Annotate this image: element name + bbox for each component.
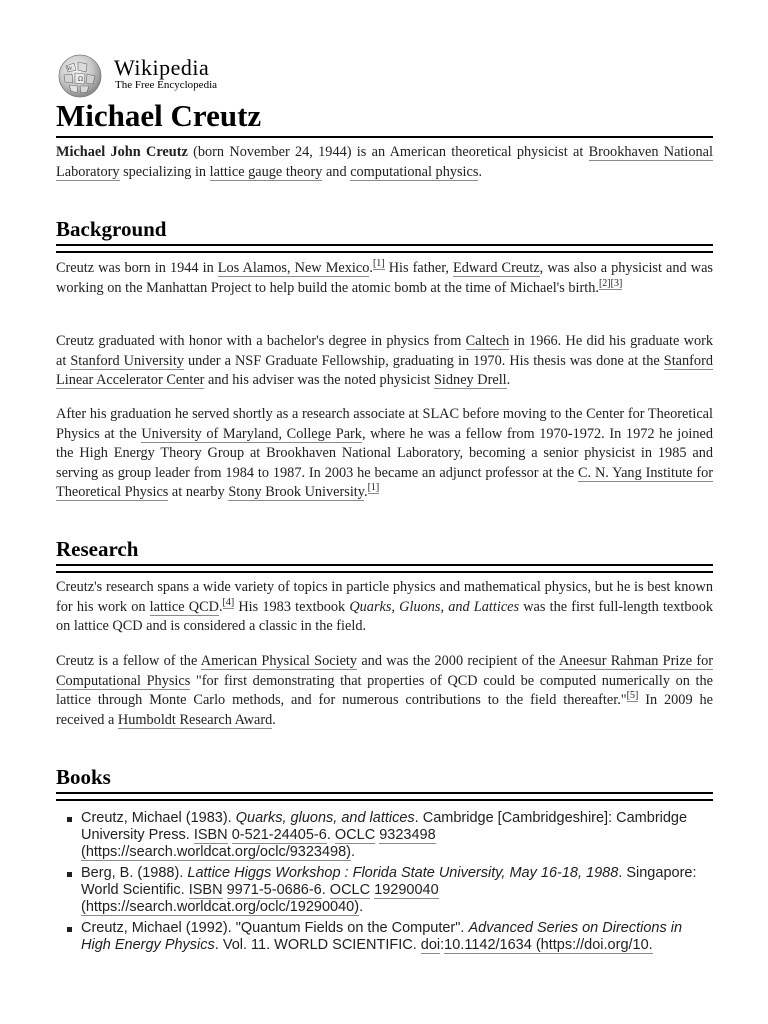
- link-oclc-number[interactable]: 19290040 (https://search.worldcat.org/oclc/19290040): [81, 882, 439, 915]
- title-divider: [56, 136, 713, 138]
- link-cn-yang-institute[interactable]: C. N. Yang Institute for Theoretical Physics: [56, 464, 713, 500]
- heading-divider: [56, 564, 713, 573]
- list-item: Creutz, Michael (1992). "Quantum Fields on the Computer". Advanced Series on Directions in High Energy Physics. Vol. 11. WORLD SCIENTIFIC. doi:10.1142/1634 (https://doi.org/10.: [56, 920, 713, 954]
- link-oclc[interactable]: OCLC: [329, 882, 371, 898]
- subject-name: Michael John Creutz: [56, 144, 188, 160]
- wikipedia-logo[interactable]: [56, 54, 256, 98]
- link-lattice-gauge-theory[interactable]: lattice gauge theory: [209, 163, 323, 180]
- citation-2[interactable]: [2]: [598, 277, 611, 289]
- series-title: Advanced Series on Directions in High Energy Physics: [81, 920, 683, 953]
- link-slac[interactable]: Stanford Linear Accelerator Center: [56, 352, 713, 388]
- logo-wordmark: Wikipedia: [114, 55, 210, 80]
- link-american-physical-society[interactable]: American Physical Society: [200, 653, 358, 669]
- heading-divider: [56, 792, 713, 801]
- list-item: Berg, B. (1988). Lattice Higgs Workshop : Florida State University, May 16-18, 1988. Singapore: World Scientific. ISBN 9971-5-0686-6. OCLC 19290040 (https://search.worldcat.org/oclc/19290040).: [56, 865, 713, 916]
- book-title: Lattice Higgs Workshop : Florida State University, May 16-18, 1988: [187, 865, 619, 881]
- research-paragraph-1: Creutz's research spans a wide variety of topics in particle physics and mathematical physics, but he is best known for his work on lattice QCD.[4] His 1983 textbook Quarks, Gluons, and Lattices was the first full-length textbook on lattice QCD and is considered a classic in the field.: [56, 579, 713, 634]
- heading-divider: [56, 244, 713, 253]
- background-paragraph-1: Creutz was born in 1944 in Los Alamos, New Mexico.[1] His father, Edward Creutz, was also a physicist and was working on the Manhattan Project to help build the atomic bomb at the time of Michael's birth.[2][3]: [56, 258, 713, 296]
- link-sidney-drell[interactable]: Sidney Drell: [433, 372, 507, 388]
- link-computational-physics[interactable]: computational physics: [350, 163, 479, 180]
- citation-3[interactable]: [3]: [610, 277, 623, 289]
- citation-1[interactable]: [1]: [372, 258, 385, 269]
- intro-paragraph: Michael John Creutz (born November 24, 1944) is an American theoretical physicist at Brookhaven National Laboratory specializing in lattice gauge theory and computational physics.: [56, 144, 713, 180]
- link-isbn-number[interactable]: 9971-5-0686-6: [226, 882, 322, 898]
- link-doi-number[interactable]: 10.1142/1634 (https://doi.org/10.: [444, 937, 653, 953]
- link-isbn[interactable]: ISBN: [193, 827, 228, 843]
- heading-books: Books: [56, 765, 111, 789]
- link-edward-creutz[interactable]: Edward Creutz: [453, 260, 540, 276]
- textbook-title: Quarks, Gluons, and Lattices: [349, 598, 520, 615]
- bullet: [67, 817, 72, 822]
- background-paragraph-2: Creutz graduated with honor with a bachelor's degree in physics from Caltech in 1966. He did his graduate work at Stanford University under a NSF Graduate Fellowship, graduating in 1970. His thesis was done at the Stanford Linear Accelerator Center and his adviser was the noted physicist Sidney Drell.: [56, 333, 713, 388]
- bullet: [67, 927, 72, 932]
- citation-5[interactable]: [5]: [626, 690, 639, 701]
- link-oclc-number[interactable]: 9323498 (https://search.worldcat.org/oclc/9323498): [81, 827, 436, 860]
- link-aneesur-rahman-prize[interactable]: Aneesur Rahman Prize for Computational Physics: [56, 653, 713, 689]
- heading-research: Research: [56, 537, 139, 561]
- link-university-of-maryland[interactable]: University of Maryland, College Park: [141, 425, 362, 442]
- citation-4[interactable]: [4]: [222, 596, 235, 608]
- link-isbn[interactable]: ISBN: [188, 882, 223, 898]
- research-paragraph-2: Creutz is a fellow of the American Physical Society and was the 2000 recipient of the Aneesur Rahman Prize for Computational Physics "for first demonstrating that properties of QCD could be computed numerically on the lattice through Monte Carlo methods, and for numerous contributions to the field thereafter."[5] In 2009 he received a Humboldt Research Award.: [56, 653, 713, 728]
- citation-1b[interactable]: [1]: [367, 482, 380, 493]
- link-caltech[interactable]: Caltech: [465, 333, 510, 349]
- logo-tagline: The Free Encyclopedia: [115, 79, 218, 91]
- heading-background: Background: [56, 217, 167, 241]
- books-list: [56, 810, 713, 958]
- link-doi[interactable]: doi: [420, 937, 441, 953]
- page-title: Michael Creutz: [56, 98, 262, 133]
- list-item: Creutz, Michael (1983). Quarks, gluons, and lattices. Cambridge [Cambridgeshire]: Cambridge University Press. ISBN 0-521-24405-6. OCLC 9323498 (https://search.worldcat.org/oclc/9323498).: [56, 810, 713, 861]
- link-humboldt-research-award[interactable]: Humboldt Research Award: [117, 711, 273, 728]
- link-stony-brook-university[interactable]: Stony Brook University: [228, 484, 365, 500]
- book-title: Quarks, gluons, and lattices: [235, 810, 415, 826]
- link-brookhaven[interactable]: Brookhaven National Laboratory: [56, 144, 713, 180]
- background-paragraph-3: After his graduation he served shortly as a research associate at SLAC before moving to the Center for Theoretical Physics at the University of Maryland, College Park, where he was a fellow from 1970-1972. In 1972 he joined the High Energy Theory Group at Brookhaven National Laboratory, becoming a senior physicist in 1985 and serving as group leader from 1984 to 1987. In 2003 he became an adjunct professor at the C. N. Yang Institute for Theoretical Physics at nearby Stony Brook University.[1]: [56, 406, 713, 500]
- svg-text:Ω: Ω: [78, 76, 83, 83]
- link-stanford-university[interactable]: Stanford University: [70, 352, 184, 369]
- bullet: [67, 872, 72, 877]
- link-isbn-number[interactable]: 0-521-24405-6: [231, 827, 327, 843]
- svg-text:W: W: [67, 66, 73, 72]
- link-oclc[interactable]: OCLC: [334, 827, 376, 843]
- link-los-alamos[interactable]: Los Alamos, New Mexico: [217, 260, 370, 276]
- wikipedia-globe-icon: [56, 54, 104, 98]
- link-lattice-qcd[interactable]: lattice QCD: [149, 598, 219, 615]
